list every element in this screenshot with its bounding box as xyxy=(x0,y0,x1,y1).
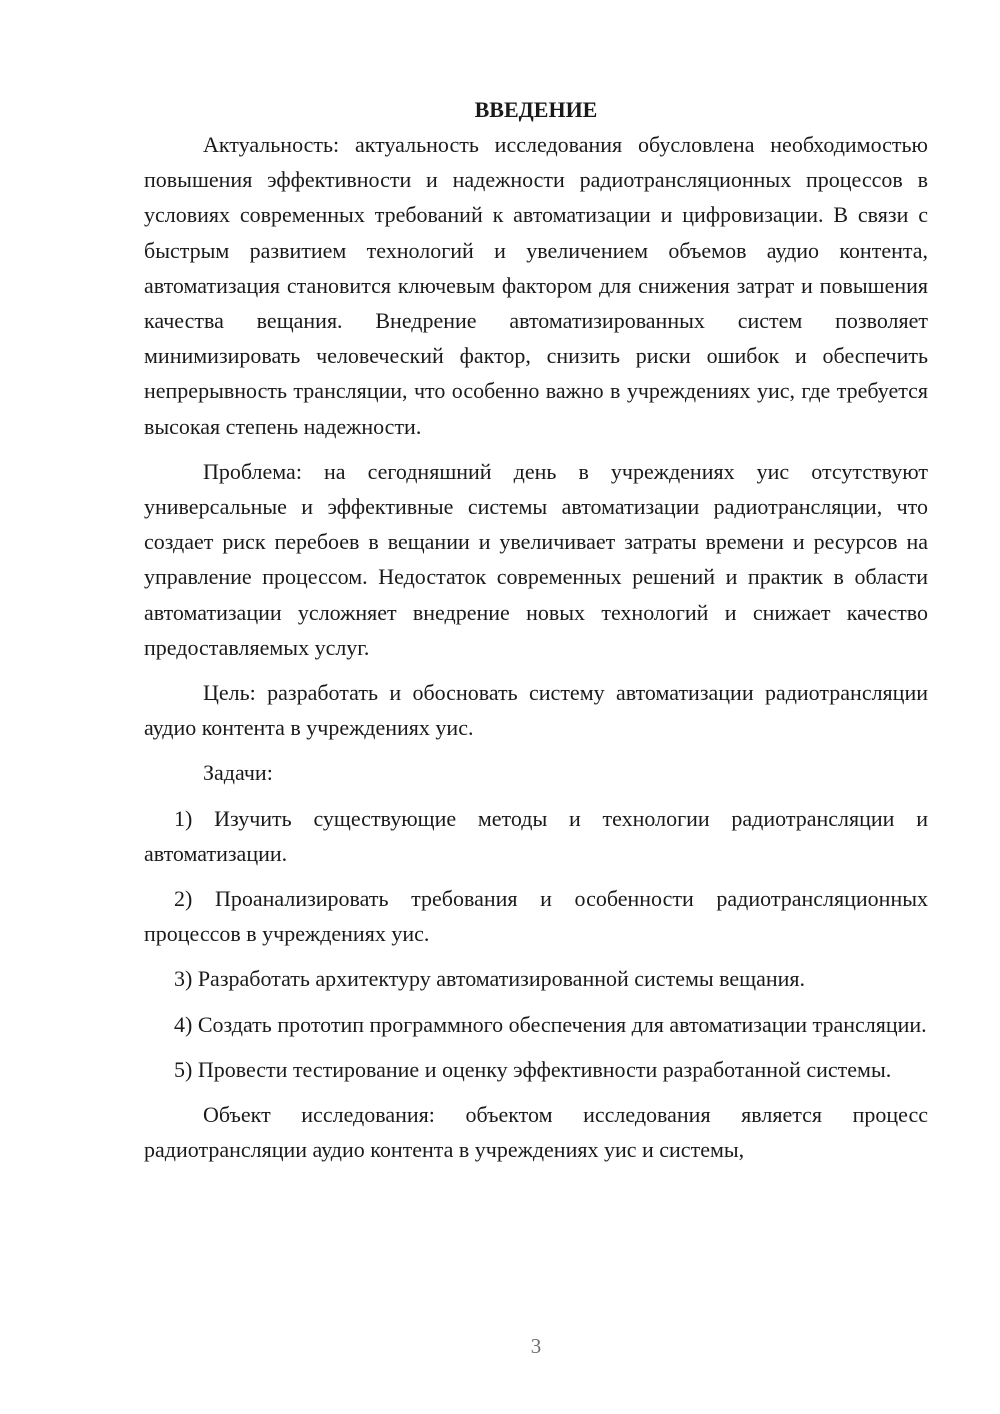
section-heading: ВВЕДЕНИЕ xyxy=(474,97,598,122)
page-number: 3 xyxy=(530,1334,542,1358)
object-paragraph: Объект исследования: объектом исследования является процесс радиотрансляции аудио контента в учреждениях уис и системы, xyxy=(144,1102,928,1163)
task-item-5: 5) Провести тестирование и оценку эффективности разработанной системы. xyxy=(174,1056,892,1082)
task-item-3: 3) Разработать архитектуру автоматизированной системы вещания. xyxy=(174,966,806,992)
problem-paragraph: Проблема: на сегодняшний день в учреждениях уис отсутствуют универсальные и эффективные системы автоматизации радиотрансляции, что создает риск перебоев в вещании и увеличивает затраты времени и ресурсов на управление процессом. Недостаток современных решений и практик в области автоматизации усложняет внедрение новых технологий и снижает качество предоставляемых услуг. xyxy=(144,458,928,660)
task-item-1: 1) Изучить существующие методы и технологии радиотрансляции и автоматизации. xyxy=(144,805,928,866)
goal-paragraph: Цель: разработать и обосновать систему автоматизации радиотрансляции аудио контента в учреждениях уис. xyxy=(144,680,928,741)
task-item-4: 4) Создать прототип программного обеспечения для автоматизации трансляции. xyxy=(174,1011,927,1037)
task-item-2: 2) Проанализировать требования и особенности радиотрансляционных процессов в учреждениях уис. xyxy=(144,886,928,947)
document-page xyxy=(144,92,928,1177)
tasks-label: Задачи: xyxy=(203,760,273,786)
relevance-paragraph: Актуальность: актуальность исследования обусловлена необходимостью повышения эффективности и надежности радиотрансляционных процессов в условиях современных требований к автоматизации и цифровизации. В связи с быстрым развитием технологий и увеличением объемов аудио контента, автоматизация становится ключевым фактором для снижения затрат и повышения качества вещания. Внедрение автоматизированных систем позволяет минимизировать человеческий фактор, снизить риски ошибок и обеспечить непрерывность трансляции, что особенно важно в учреждениях уис, где требуется высокая степень надежности. xyxy=(144,132,928,439)
